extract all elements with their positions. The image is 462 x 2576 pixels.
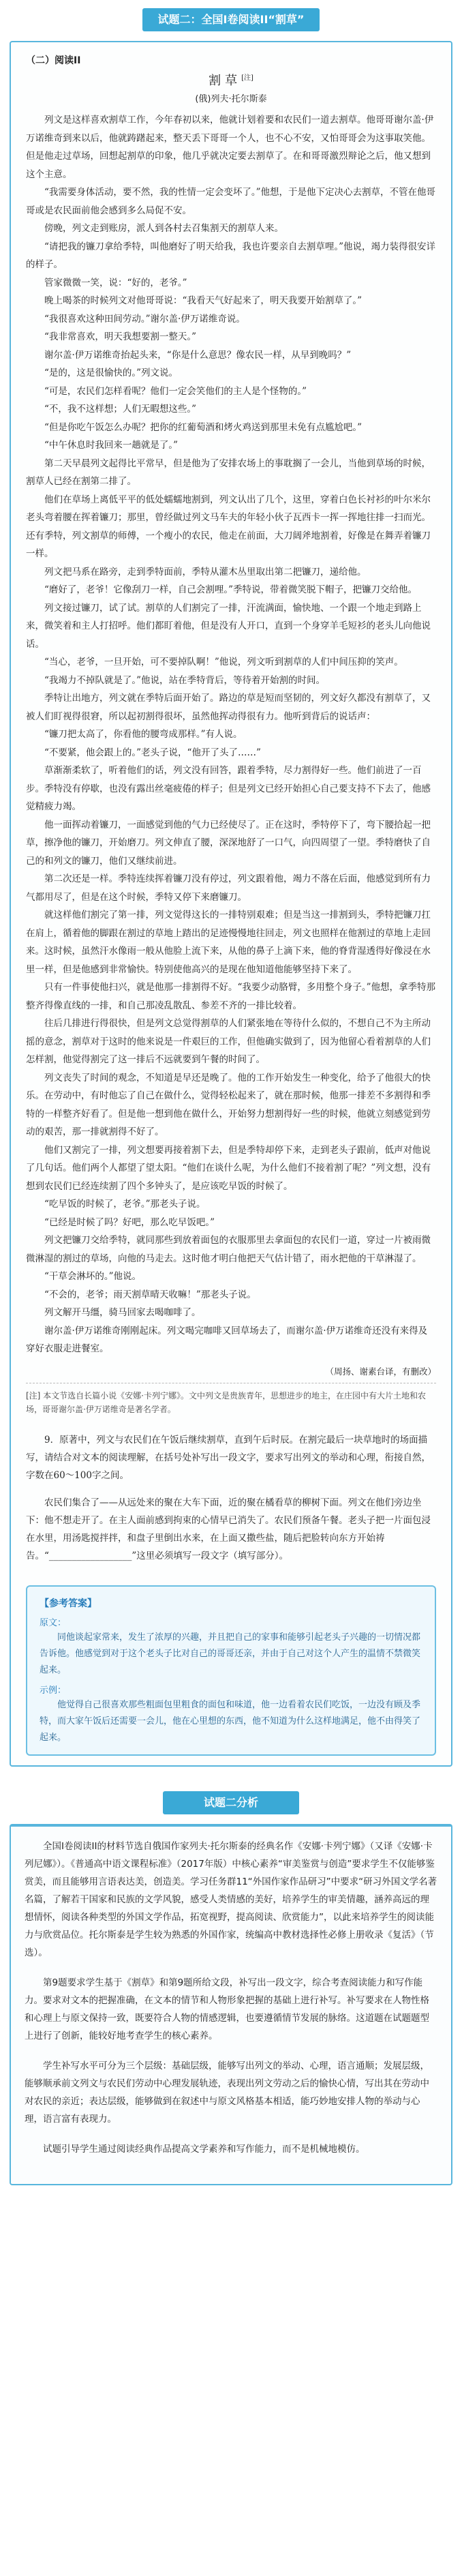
analysis-title: 试题二分析 bbox=[163, 1791, 299, 1814]
answer-box bbox=[26, 1585, 436, 1756]
article-body bbox=[26, 111, 436, 1358]
article-paragraph: “不会的，老爷；雨天割草晴天收嘛！”那老头子说。 bbox=[44, 1289, 256, 1300]
analysis-body bbox=[25, 1838, 437, 2158]
article-paragraph: 他们在草场上离低平平的低处蠕蠕地割到，列文认出了几个，这里，穿着白色长衬衫的叶尔米尔老头弯着腰在挥着镰刀；那里，曾经做过列文马车夫的年轻小伙子瓦西卡一挥一挥地往排一扫而光。还有季特，列文割草的师傅，一个瘦小的农民，他走在前面，大刀阔斧地割着，好像是在舞弄着镰刀一样。 bbox=[26, 494, 431, 559]
article-paragraph: 往后几排进行得很快，但是列文总觉得割草的人们紧张地在等待什么似的，不想自己不为主所动摇的意念，割草对于这时的他来说是一件艰巨的工作，但他确实做到了，因为他留心看着割草的人们怎样割，他觉得割完了这一排后不远就要到午餐的时间了。 bbox=[26, 1018, 431, 1065]
article-paragraph: “已经是时候了吗？好吧，那么吃早饭吧。” bbox=[44, 1216, 215, 1228]
analysis-paragraph: 第9题要求学生基于《割草》和第9题所给文段，补写出一段文字，综合考查阅读能力和写作能力。要求对文本的把握准确，在文本的情节和人物形象把握的基础上进行补写。补写要求在人物性格和心理上与原文保持一致，既要符合人物的情感逻辑，也要遵循情节发展的脉络。这道题在试题题型上进行了创新，能较好地考查学生的核心素养。 bbox=[25, 1977, 429, 2041]
article-paragraph: “中午休息时我回来一趟就是了。” bbox=[44, 440, 179, 451]
article-paragraph: “当心，老爷，一旦开始，可不要掉队啊！”他说，列文听到割草的人们中间压抑的笑声。 bbox=[44, 657, 403, 668]
article-paragraph: “但是你吃午饭怎么办呢？把你的红葡萄酒和烤火鸡送到那里未免有点尴尬吧。” bbox=[44, 421, 363, 433]
section-label: （二）阅读II bbox=[26, 55, 81, 66]
article-paragraph: 就这样他们割完了第一排，列文觉得这长的一排特别艰难；但是当这一排割到头，季特把镰刀扛在肩上，循着他的脚跟在割过的草地上踏出的足迹慢慢地往回走，列文也照样在他割过的草地上走回来。这时候，虽然汗水像雨一般从他脸上流下来，从他的鼻子上滴下来，他的脊背湿透得好像浸在水里一样，但是他感到非常愉快。特别使他高兴的是现在他知道他能够坚持下来了。 bbox=[26, 910, 431, 975]
article-paragraph: 第二次还是一样。季特连续挥着镰刀没有停过，列文跟着他，竭力不落在后面，他感觉到所有力气都用尽了，但是在这个时候，季特又停下来磨镰刀。 bbox=[26, 873, 431, 903]
analysis-paragraph: 学生补写水平可分为三个层级：基础层级，能够写出列文的举动、心理，语言通顺；发展层级，能够顺承前文列文与农民们劳动中心理发展轨迹，表现出列文劳动之后的愉快心情，写出其在劳动中对农民的亲近；表达层级，能够做到在叙述中与原文风格基本相适，能巧妙地安排人物的举动与心理，语言富有表现力。 bbox=[25, 2060, 429, 2125]
article-title-text: 割草 bbox=[209, 74, 242, 88]
article-paragraph: 管家微微一笑，说：“好的，老爷。” bbox=[44, 277, 187, 288]
article-title bbox=[26, 71, 436, 89]
question-9: 9．原著中，列文与农民们在午饭后继续割草，直到午后时辰。在割完最后一块草地时的场面描写，请结合对文本的阅读理解，在括号处补写出一段文字，要求写出列文的举动和心理，衔接自然，字数在60～100字之间。 bbox=[26, 1434, 431, 1481]
article-paragraph: “吃早饭的时候了，老爷。”那老头子说。 bbox=[44, 1199, 206, 1210]
article-paragraph: 草渐渐柔软了，听着他们的话，列文没有回答，跟着季特，尽力割得好一些。他们前进了一百步。季特没有停歇，也没有露出丝毫疲倦的样子；但是列文已经开始担心自己要支持不下去了，他感觉精疲力竭。 bbox=[26, 765, 431, 812]
answer-sample-label: 示例： bbox=[40, 1685, 67, 1696]
article-paragraph: 他们又割完了一排，列文想要再接着割下去，但是季特却停下来，走到老头子跟前，低声对他说了几句话。他们两个人都望了望太阳。“他们在谈什么呢，为什么他们不接着割了呢？”列文想，没有想到农民们已经连续割了四个多钟头了，是应该吃早饭的时候了。 bbox=[26, 1144, 431, 1192]
article-paragraph: 谢尔盖·伊万诺维奇抬起头来，“你是什么意思？像农民一样，从早到晚吗？” bbox=[44, 349, 352, 361]
exam-title: 试题二：全国I卷阅读II“割草” bbox=[142, 8, 320, 31]
article-paragraph: 列文丧失了时间的观念，不知道是早还是晚了。他的工作开始发生一种变化，给予了他很大的快乐。在劳动中，有时他忘了自己在做什么，觉得轻松起来了，就在那时候，他那一排差不多割得和季特的一样整齐好看了。但是他一想到他在做什么，开始努力想割得好一些的时候，他就立刻感觉到劳动的艰苦，那一排就割得不好了。 bbox=[26, 1072, 431, 1137]
page bbox=[0, 8, 462, 2576]
article-paragraph: “可是，农民们怎样看呢？他们一定会笑他们的主人是个怪物的。” bbox=[44, 385, 307, 397]
article-source: （周扬、谢素台译，有删改） bbox=[325, 1366, 436, 1377]
answer-heading: 【参考答案】 bbox=[40, 1598, 97, 1609]
article-paragraph: “我非常喜欢，明天我想要割一整天。” bbox=[44, 331, 197, 342]
answer-original: 同他谈起家常来，发生了浓厚的兴趣，并且把自己的家事和能够引起老头子兴趣的一切情况都告诉他。他感觉到对于这个老头子比对自己的哥哥还亲，并由于自己对这个人产生的温情不禁微笑起来。 bbox=[40, 1632, 421, 1675]
reading-frame bbox=[10, 41, 452, 1767]
answer-sample: 他觉得自己很喜欢那些粗面包里粗食的面包和味道，他一边看着农民们吃饭，一边没有顾及季特，而大家午饭后还需要一会儿，他在心里想的东西，他不知道为什么这样地满足，他不由得笑了起来。 bbox=[40, 1699, 421, 1743]
article-paragraph: 列文把马系在路旁，走到季特面前，季特从灌木丛里取出第二把镰刀，递给他。 bbox=[44, 566, 367, 578]
article-paragraph: “是的，这是很愉快的。”列文说。 bbox=[44, 368, 179, 378]
article-paragraph: “镰刀把太高了，你看他的腰弯成那样。”有人说。 bbox=[44, 729, 243, 740]
article-paragraph: 只有一件事使他扫兴，就是他那一排割得不好。“我要少动胳臂，多用整个身子。”他想，拿季特那整齐得像直线的一排，和自己那凌乱散乱、参差不齐的一排比较着。 bbox=[26, 982, 436, 1011]
article-paragraph: 列文是这样喜欢割草工作，今年春初以来，他就计划着要和农民们一道去割草。他哥哥谢尔盖·伊万诺维奇到来以后，他就踌躇起来，整天丢下哥哥一个人，也不心不安，又怕哥哥会为这事取笑他。但是他走过草场，回想起割草的印象，他几乎就决定要去割草了。在和哥哥激烈辩论之后，他又想到这个主意。 bbox=[26, 115, 434, 180]
article-title-note: [注] bbox=[241, 74, 253, 82]
analysis-paragraph: 全国I卷阅读II的材料节选自俄国作家列夫·托尔斯泰的经典名作《安娜·卡列宁娜》（又译《安娜·卡列尼娜》）。《普通高中语文课程标准》（2017年版）中核心素养“审美鉴赏与创造”要求学生不仅能够鉴赏美，而且能够用言语表达美，创造美。学习任务群11“外国作家作品研习”中要求“研习外国文学名著名篇，了解若干国家和民族的文学风貌，感受人类情感的美好，培养学生的审美情趣，涵养高远的理想情怀，阅读各种类型的外国文学作品，拓宽视野，提高阅读、欣赏能力”，以此来培养学生的阅读能力与欣赏品位。托尔斯泰是学生较为熟悉的外国作家，统编高中教材选择性必修上册收录《复活》（节选）。 bbox=[25, 1840, 437, 1958]
analysis-paragraph: 试题引导学生通过阅读经典作品提高文学素养和写作能力，而不是机械地模仿。 bbox=[43, 2143, 365, 2155]
article-paragraph: 列文解开马缰，骑马回家去喝咖啡了。 bbox=[44, 1307, 201, 1318]
article-paragraph: “我需要身体活动，要不然，我的性情一定会变坏了。”他想，于是他下定决心去割草，不管在他哥哥或是农民面前他会感到多么局促不安。 bbox=[26, 187, 436, 216]
article-paragraph: 第二天早晨列文起得比平常早，但是他为了安排农场上的事耽搁了一会儿，当他到草场的时候，割草人已经在割第二排了。 bbox=[26, 458, 431, 487]
article-paragraph: “磨好了，老爷！它像刮刀一样，自己会割哩。”季特说，带着微笑脱下帽子，把镰刀交给他。 bbox=[44, 584, 418, 595]
article-paragraph: “请把我的镰刀拿给季特，叫他磨好了明天给我，我也许要亲自去割草哩。”他说，竭力装得很安详的样子。 bbox=[26, 241, 436, 270]
question-excerpt: 农民们集合了——从远处来的聚在大车下面，近的聚在橘看草的柳树下面。列文在他们旁边坐下：他不想走开了。在主人面前感到拘束的心情早已消失了。农民们预备午餐。老头子把一片面包浸在水里，用汤匙搅拌拌，和盘子里倒出水来，在上面又撒些盐，随后把脸转向东方开始祷告。“__________________”这里必须填写一段文字（填写部分）。 bbox=[26, 1497, 431, 1561]
article-paragraph: 他一面挥动着镰刀，一面感觉到他的气力已经使尽了。正在这时，季特停下了，弯下腰拾起一把草，擦净他的镰刀，开始磨刀。列文伸直了腰，深深地舒了一口气，向四周望了一望。季特磨快了自己的和列文的镰刀，他们又继续前进。 bbox=[26, 819, 431, 867]
analysis-frame bbox=[10, 1824, 452, 2185]
article-paragraph: 列文把镰刀交给季特，就同那些到放着面包的衣服那里去拿面包的农民们一道，穿过一片被雨微微淋湿的割过的草场，向他的马走去。这时他才明白他把天气估计错了，雨水把他的干草淋湿了。 bbox=[26, 1235, 431, 1264]
article-paragraph: “不要紧，他会跟上的。”老头子说，“他开了头了……” bbox=[44, 747, 261, 758]
article-paragraph: “不，我不这样想；人们无暇想这些。” bbox=[44, 404, 197, 415]
answer-original-label: 原文： bbox=[40, 1617, 67, 1628]
article-note: [注] 本文节选自长篇小说《安娜·卡列宁娜》。文中列文是贵族青年，思想进步的地主，在庄园中有大片土地和农场，哥哥谢尔盖·伊万诺维奇是著名学者。 bbox=[26, 1383, 436, 1416]
article-paragraph: “干草会淋坏的。”他说。 bbox=[44, 1271, 142, 1282]
article-paragraph: 列文接过镰刀，试了试。割草的人们割完了一排，汗流满面，愉快地、一个跟一个地走到路上来，微笑着和主人打招呼。他们都盯着他，但是没有人开口，直到一个身穿羊毛短衫的老头儿向他说话。 bbox=[26, 602, 431, 650]
article-paragraph: 谢尔盖·伊万诺维奇刚刚起床。列文喝完咖啡又回草场去了，而谢尔盖·伊万诺维奇还没有来得及穿好衣服走进餐室。 bbox=[26, 1325, 428, 1354]
spacer bbox=[26, 1416, 436, 1431]
article-paragraph: “我竭力不掉队就是了。”他说，站在季特背后，等待着开始割的时间。 bbox=[44, 674, 326, 686]
article-paragraph: “我很喜欢这种田间劳动。”谢尔盖·伊万诺维奇说。 bbox=[44, 313, 245, 325]
article-paragraph: 晚上喝茶的时候列文对他哥哥说：“我看天气好起来了，明天我要开始割草了。” bbox=[44, 295, 363, 306]
article-author: (俄)列夫·托尔斯泰 bbox=[195, 94, 267, 104]
article-paragraph: 季特让出地方，列文就在季特后面开始了。路边的草是短而坚韧的，列文好久都没有割草了，又被人们盯视得很窘，所以起初割得很坏，虽然他挥动得很有力。他听到背后的说话声： bbox=[26, 693, 431, 722]
article-paragraph: 傍晚，列文走到账房，派人到各村去召集割天的割草人来。 bbox=[44, 223, 283, 234]
